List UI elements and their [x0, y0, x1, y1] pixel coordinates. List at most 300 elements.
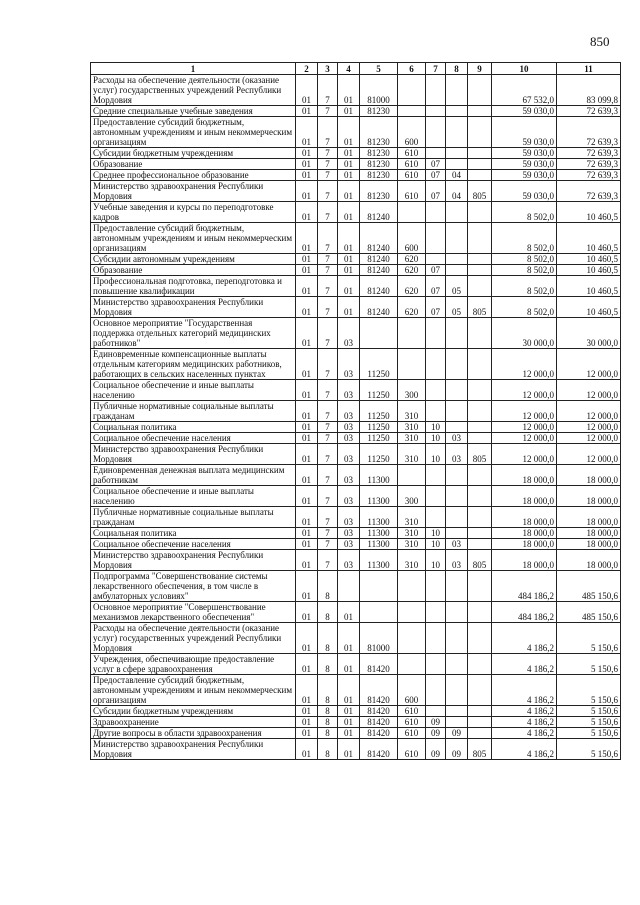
- row-label: Социальное обеспечение и иные выплаты населению: [91, 486, 296, 507]
- cell-direction: 11300: [360, 507, 398, 528]
- cell-expense-type: 620: [398, 265, 426, 276]
- cell-subprogram: 8: [318, 654, 338, 675]
- cell-program: 01: [296, 106, 318, 117]
- table-row: [91, 297, 621, 318]
- cell-activity: 03: [338, 486, 360, 507]
- cell-expense-type: 310: [398, 507, 426, 528]
- cell-program: 01: [296, 75, 318, 106]
- cell-expense-type: [398, 571, 426, 602]
- cell-direction: 81230: [360, 106, 398, 117]
- cell-subsection: [446, 380, 468, 401]
- table-row: [91, 486, 621, 507]
- cell-amount-year1: 18 000,0: [492, 465, 557, 486]
- cell-section: 09: [426, 739, 446, 760]
- cell-expense-type: 610: [398, 739, 426, 760]
- cell-subsection: [446, 507, 468, 528]
- cell-subsection: [446, 675, 468, 706]
- cell-direction: 81420: [360, 717, 398, 728]
- cell-amount-year1: 4 186,2: [492, 739, 557, 760]
- cell-direction: 81420: [360, 654, 398, 675]
- cell-activity: 01: [338, 254, 360, 265]
- table-row: [91, 422, 621, 433]
- cell-direction: 11250: [360, 433, 398, 444]
- cell-expense-type: 610: [398, 706, 426, 717]
- cell-subsection: [446, 75, 468, 106]
- cell-activity: 03: [338, 550, 360, 571]
- cell-section: 07: [426, 276, 446, 297]
- cell-section: [426, 623, 446, 654]
- row-label: Образование: [91, 159, 296, 170]
- cell-amount-year1: 18 000,0: [492, 486, 557, 507]
- cell-subprogram: 7: [318, 276, 338, 297]
- cell-expense-type: 610: [398, 728, 426, 739]
- cell-section: [426, 223, 446, 254]
- cell-program: 01: [296, 181, 318, 202]
- cell-subprogram: 8: [318, 623, 338, 654]
- cell-direction: 81230: [360, 181, 398, 202]
- table-row: [91, 265, 621, 276]
- cell-activity: 01: [338, 706, 360, 717]
- cell-subprogram: 8: [318, 602, 338, 623]
- cell-program: 01: [296, 528, 318, 539]
- cell-amount-year2: 12 000,0: [557, 401, 621, 422]
- cell-section: [426, 706, 446, 717]
- cell-program: 01: [296, 254, 318, 265]
- cell-direction: 81230: [360, 159, 398, 170]
- cell-program: 01: [296, 297, 318, 318]
- cell-subsection: [446, 148, 468, 159]
- cell-subsection: 09: [446, 739, 468, 760]
- cell-ministry: [468, 276, 492, 297]
- cell-amount-year1: 4 186,2: [492, 717, 557, 728]
- cell-direction: 81240: [360, 297, 398, 318]
- cell-subprogram: 7: [318, 539, 338, 550]
- cell-subsection: [446, 465, 468, 486]
- cell-subprogram: 7: [318, 349, 338, 380]
- table-row: [91, 433, 621, 444]
- cell-ministry: [468, 223, 492, 254]
- cell-direction: 81230: [360, 170, 398, 181]
- cell-amount-year2: 83 099,8: [557, 75, 621, 106]
- row-label: Социальная политика: [91, 528, 296, 539]
- cell-subprogram: 7: [318, 507, 338, 528]
- cell-amount-year2: 5 150,6: [557, 675, 621, 706]
- cell-activity: 03: [338, 465, 360, 486]
- cell-subsection: [446, 254, 468, 265]
- cell-subsection: [446, 654, 468, 675]
- cell-activity: 03: [338, 380, 360, 401]
- cell-expense-type: [398, 623, 426, 654]
- table-row: [91, 550, 621, 571]
- cell-direction: 11300: [360, 539, 398, 550]
- cell-amount-year1: 67 532,0: [492, 75, 557, 106]
- cell-subsection: 03: [446, 444, 468, 465]
- table-row: [91, 507, 621, 528]
- cell-subsection: [446, 602, 468, 623]
- cell-program: 01: [296, 486, 318, 507]
- cell-ministry: [468, 539, 492, 550]
- cell-subsection: [446, 422, 468, 433]
- cell-ministry: [468, 170, 492, 181]
- table-body: [91, 75, 621, 760]
- cell-amount-year1: 484 186,2: [492, 602, 557, 623]
- table-row: [91, 106, 621, 117]
- cell-section: [426, 507, 446, 528]
- cell-ministry: [468, 318, 492, 349]
- cell-activity: 01: [338, 602, 360, 623]
- cell-activity: 01: [338, 654, 360, 675]
- cell-subsection: 03: [446, 539, 468, 550]
- cell-section: [426, 349, 446, 380]
- cell-activity: 01: [338, 623, 360, 654]
- table-row: [91, 318, 621, 349]
- cell-subprogram: 7: [318, 223, 338, 254]
- cell-activity: 03: [338, 433, 360, 444]
- cell-direction: 11250: [360, 380, 398, 401]
- cell-amount-year2: 485 150,6: [557, 602, 621, 623]
- table-row: [91, 539, 621, 550]
- cell-ministry: [468, 159, 492, 170]
- cell-ministry: 805: [468, 181, 492, 202]
- cell-amount-year2: 18 000,0: [557, 550, 621, 571]
- cell-amount-year2: 10 460,5: [557, 223, 621, 254]
- cell-amount-year2: 18 000,0: [557, 539, 621, 550]
- cell-subprogram: 7: [318, 297, 338, 318]
- cell-amount-year2: 30 000,0: [557, 318, 621, 349]
- row-label: Министерство здравоохранения Республики Мордовия: [91, 739, 296, 760]
- cell-expense-type: [398, 202, 426, 223]
- cell-program: 01: [296, 433, 318, 444]
- table-row: [91, 202, 621, 223]
- cell-direction: [360, 571, 398, 602]
- cell-section: 10: [426, 444, 446, 465]
- cell-subprogram: 8: [318, 706, 338, 717]
- cell-expense-type: [398, 106, 426, 117]
- cell-section: 09: [426, 717, 446, 728]
- cell-subsection: [446, 106, 468, 117]
- row-label: Публичные нормативные социальные выплаты гражданам: [91, 507, 296, 528]
- cell-amount-year2: 5 150,6: [557, 623, 621, 654]
- row-label: Министерство здравоохранения Республики Мордовия: [91, 297, 296, 318]
- cell-direction: 81240: [360, 223, 398, 254]
- column-header: 9: [468, 63, 492, 75]
- cell-program: 01: [296, 422, 318, 433]
- cell-ministry: 805: [468, 550, 492, 571]
- cell-amount-year1: 59 030,0: [492, 170, 557, 181]
- cell-amount-year1: 12 000,0: [492, 422, 557, 433]
- cell-activity: 01: [338, 117, 360, 148]
- cell-activity: 03: [338, 422, 360, 433]
- row-label: Основное мероприятие "Совершенствование механизмов лекарственного обеспечения": [91, 602, 296, 623]
- cell-section: 07: [426, 170, 446, 181]
- cell-section: 10: [426, 422, 446, 433]
- cell-section: 10: [426, 433, 446, 444]
- cell-section: [426, 254, 446, 265]
- cell-section: [426, 654, 446, 675]
- table-row: [91, 675, 621, 706]
- cell-activity: 03: [338, 349, 360, 380]
- cell-expense-type: 620: [398, 276, 426, 297]
- cell-section: [426, 602, 446, 623]
- column-header: 3: [318, 63, 338, 75]
- cell-expense-type: 600: [398, 223, 426, 254]
- cell-ministry: [468, 202, 492, 223]
- cell-subprogram: 7: [318, 181, 338, 202]
- table-row: [91, 380, 621, 401]
- cell-program: 01: [296, 117, 318, 148]
- cell-program: 01: [296, 170, 318, 181]
- cell-subprogram: 7: [318, 318, 338, 349]
- cell-amount-year1: 8 502,0: [492, 297, 557, 318]
- cell-subprogram: 7: [318, 465, 338, 486]
- cell-subprogram: 7: [318, 254, 338, 265]
- cell-ministry: [468, 528, 492, 539]
- cell-direction: 11300: [360, 550, 398, 571]
- cell-direction: 81420: [360, 675, 398, 706]
- cell-program: 01: [296, 223, 318, 254]
- cell-amount-year2: 18 000,0: [557, 486, 621, 507]
- cell-ministry: [468, 654, 492, 675]
- cell-ministry: [468, 602, 492, 623]
- cell-activity: 01: [338, 223, 360, 254]
- table-row: [91, 654, 621, 675]
- cell-activity: [338, 571, 360, 602]
- column-header: 1: [91, 63, 296, 75]
- row-label: Субсидии бюджетным учреждениям: [91, 706, 296, 717]
- cell-amount-year1: 12 000,0: [492, 433, 557, 444]
- cell-expense-type: 610: [398, 159, 426, 170]
- cell-program: 01: [296, 717, 318, 728]
- cell-direction: 11250: [360, 401, 398, 422]
- cell-amount-year2: 5 150,6: [557, 728, 621, 739]
- cell-expense-type: 310: [398, 444, 426, 465]
- cell-amount-year2: 5 150,6: [557, 717, 621, 728]
- cell-section: 07: [426, 297, 446, 318]
- cell-subsection: [446, 486, 468, 507]
- cell-section: [426, 202, 446, 223]
- cell-activity: 01: [338, 75, 360, 106]
- cell-section: 07: [426, 159, 446, 170]
- cell-subsection: [446, 706, 468, 717]
- table-row: [91, 444, 621, 465]
- cell-program: 01: [296, 465, 318, 486]
- cell-subprogram: 7: [318, 75, 338, 106]
- cell-program: 01: [296, 675, 318, 706]
- cell-subprogram: 7: [318, 117, 338, 148]
- cell-activity: 01: [338, 170, 360, 181]
- table-row: [91, 349, 621, 380]
- cell-subsection: [446, 717, 468, 728]
- cell-activity: 03: [338, 444, 360, 465]
- cell-subprogram: 7: [318, 265, 338, 276]
- cell-subprogram: 7: [318, 444, 338, 465]
- cell-subsection: [446, 528, 468, 539]
- cell-subprogram: 8: [318, 717, 338, 728]
- cell-subsection: 04: [446, 170, 468, 181]
- cell-activity: 01: [338, 181, 360, 202]
- cell-amount-year2: 12 000,0: [557, 433, 621, 444]
- cell-subprogram: 8: [318, 675, 338, 706]
- cell-expense-type: [398, 602, 426, 623]
- cell-program: 01: [296, 654, 318, 675]
- cell-subsection: 09: [446, 728, 468, 739]
- cell-amount-year1: 59 030,0: [492, 181, 557, 202]
- cell-expense-type: 310: [398, 422, 426, 433]
- cell-activity: 01: [338, 276, 360, 297]
- row-label: Профессиональная подготовка, переподготовка и повышение квалификации: [91, 276, 296, 297]
- cell-ministry: [468, 728, 492, 739]
- cell-activity: 03: [338, 401, 360, 422]
- row-label: Социальное обеспечение населения: [91, 539, 296, 550]
- row-label: Основное мероприятие "Государственная поддержка отдельных категорий медицинских работников": [91, 318, 296, 349]
- cell-activity: 03: [338, 539, 360, 550]
- cell-section: [426, 106, 446, 117]
- cell-ministry: [468, 675, 492, 706]
- cell-activity: 01: [338, 159, 360, 170]
- cell-amount-year1: 18 000,0: [492, 550, 557, 571]
- cell-amount-year1: 59 030,0: [492, 159, 557, 170]
- table-row: [91, 117, 621, 148]
- cell-amount-year1: 12 000,0: [492, 444, 557, 465]
- cell-ministry: 805: [468, 297, 492, 318]
- cell-program: 01: [296, 202, 318, 223]
- cell-amount-year2: 10 460,5: [557, 297, 621, 318]
- column-header: 7: [426, 63, 446, 75]
- budget-table: [90, 62, 621, 760]
- row-label: Социальная политика: [91, 422, 296, 433]
- cell-subprogram: 7: [318, 486, 338, 507]
- cell-direction: 11250: [360, 422, 398, 433]
- cell-amount-year1: 4 186,2: [492, 623, 557, 654]
- cell-subsection: 04: [446, 181, 468, 202]
- cell-expense-type: 610: [398, 181, 426, 202]
- cell-amount-year2: 485 150,6: [557, 571, 621, 602]
- cell-subsection: 05: [446, 276, 468, 297]
- row-label: Учебные заведения и курсы по переподготовке кадров: [91, 202, 296, 223]
- cell-subsection: [446, 349, 468, 380]
- cell-expense-type: 600: [398, 675, 426, 706]
- cell-amount-year1: 8 502,0: [492, 223, 557, 254]
- cell-program: 01: [296, 159, 318, 170]
- cell-program: 01: [296, 602, 318, 623]
- row-label: Министерство здравоохранения Республики Мордовия: [91, 444, 296, 465]
- row-label: Здравоохранение: [91, 717, 296, 728]
- cell-program: 01: [296, 318, 318, 349]
- cell-amount-year1: 30 000,0: [492, 318, 557, 349]
- cell-subprogram: 7: [318, 202, 338, 223]
- cell-direction: 81420: [360, 728, 398, 739]
- cell-subsection: [446, 159, 468, 170]
- cell-direction: [360, 602, 398, 623]
- cell-amount-year2: 72 639,3: [557, 117, 621, 148]
- cell-ministry: [468, 148, 492, 159]
- table-row: [91, 159, 621, 170]
- table-row: [91, 706, 621, 717]
- cell-amount-year2: 10 460,5: [557, 276, 621, 297]
- cell-ministry: [468, 571, 492, 602]
- cell-expense-type: 600: [398, 117, 426, 148]
- cell-subsection: 03: [446, 550, 468, 571]
- cell-subprogram: 7: [318, 528, 338, 539]
- cell-ministry: [468, 265, 492, 276]
- cell-section: [426, 380, 446, 401]
- cell-amount-year2: 72 639,3: [557, 148, 621, 159]
- cell-ministry: [468, 706, 492, 717]
- column-header: 10: [492, 63, 557, 75]
- table-row: [91, 276, 621, 297]
- cell-activity: 01: [338, 265, 360, 276]
- table-row: [91, 728, 621, 739]
- cell-section: 10: [426, 528, 446, 539]
- cell-ministry: [468, 717, 492, 728]
- cell-amount-year2: 18 000,0: [557, 507, 621, 528]
- table-row: [91, 401, 621, 422]
- cell-section: [426, 75, 446, 106]
- cell-amount-year2: 72 639,3: [557, 106, 621, 117]
- cell-program: 01: [296, 380, 318, 401]
- cell-direction: 11300: [360, 486, 398, 507]
- cell-subprogram: 7: [318, 148, 338, 159]
- cell-subsection: [446, 571, 468, 602]
- cell-expense-type: [398, 75, 426, 106]
- cell-amount-year2: 5 150,6: [557, 739, 621, 760]
- row-label: Министерство здравоохранения Республики Мордовия: [91, 181, 296, 202]
- table-row: [91, 465, 621, 486]
- cell-amount-year1: 18 000,0: [492, 528, 557, 539]
- cell-subprogram: 7: [318, 433, 338, 444]
- cell-program: 01: [296, 728, 318, 739]
- cell-amount-year1: 4 186,2: [492, 675, 557, 706]
- cell-activity: 01: [338, 675, 360, 706]
- cell-expense-type: [398, 654, 426, 675]
- cell-amount-year2: 72 639,3: [557, 159, 621, 170]
- cell-activity: 03: [338, 528, 360, 539]
- table-row: [91, 170, 621, 181]
- row-label: Социальное обеспечение и иные выплаты населению: [91, 380, 296, 401]
- cell-section: 10: [426, 550, 446, 571]
- cell-subsection: [446, 401, 468, 422]
- cell-section: [426, 465, 446, 486]
- row-label: Субсидии автономным учреждениям: [91, 254, 296, 265]
- row-label: Среднее профессиональное образование: [91, 170, 296, 181]
- column-header: 2: [296, 63, 318, 75]
- cell-activity: 01: [338, 728, 360, 739]
- cell-amount-year1: 484 186,2: [492, 571, 557, 602]
- cell-program: 01: [296, 739, 318, 760]
- cell-amount-year2: 72 639,3: [557, 170, 621, 181]
- cell-ministry: [468, 106, 492, 117]
- cell-expense-type: 620: [398, 254, 426, 265]
- table-row: [91, 254, 621, 265]
- table-row: [91, 223, 621, 254]
- table-row: [91, 148, 621, 159]
- cell-amount-year2: 18 000,0: [557, 465, 621, 486]
- cell-program: 01: [296, 349, 318, 380]
- cell-program: 01: [296, 571, 318, 602]
- cell-direction: 81240: [360, 276, 398, 297]
- row-label: Другие вопросы в области здравоохранения: [91, 728, 296, 739]
- cell-amount-year2: 12 000,0: [557, 444, 621, 465]
- column-header: 11: [557, 63, 621, 75]
- column-header: 5: [360, 63, 398, 75]
- cell-section: [426, 486, 446, 507]
- column-header: 6: [398, 63, 426, 75]
- cell-activity: 01: [338, 297, 360, 318]
- cell-direction: 81000: [360, 623, 398, 654]
- cell-subprogram: 7: [318, 170, 338, 181]
- cell-direction: [360, 318, 398, 349]
- cell-program: 01: [296, 401, 318, 422]
